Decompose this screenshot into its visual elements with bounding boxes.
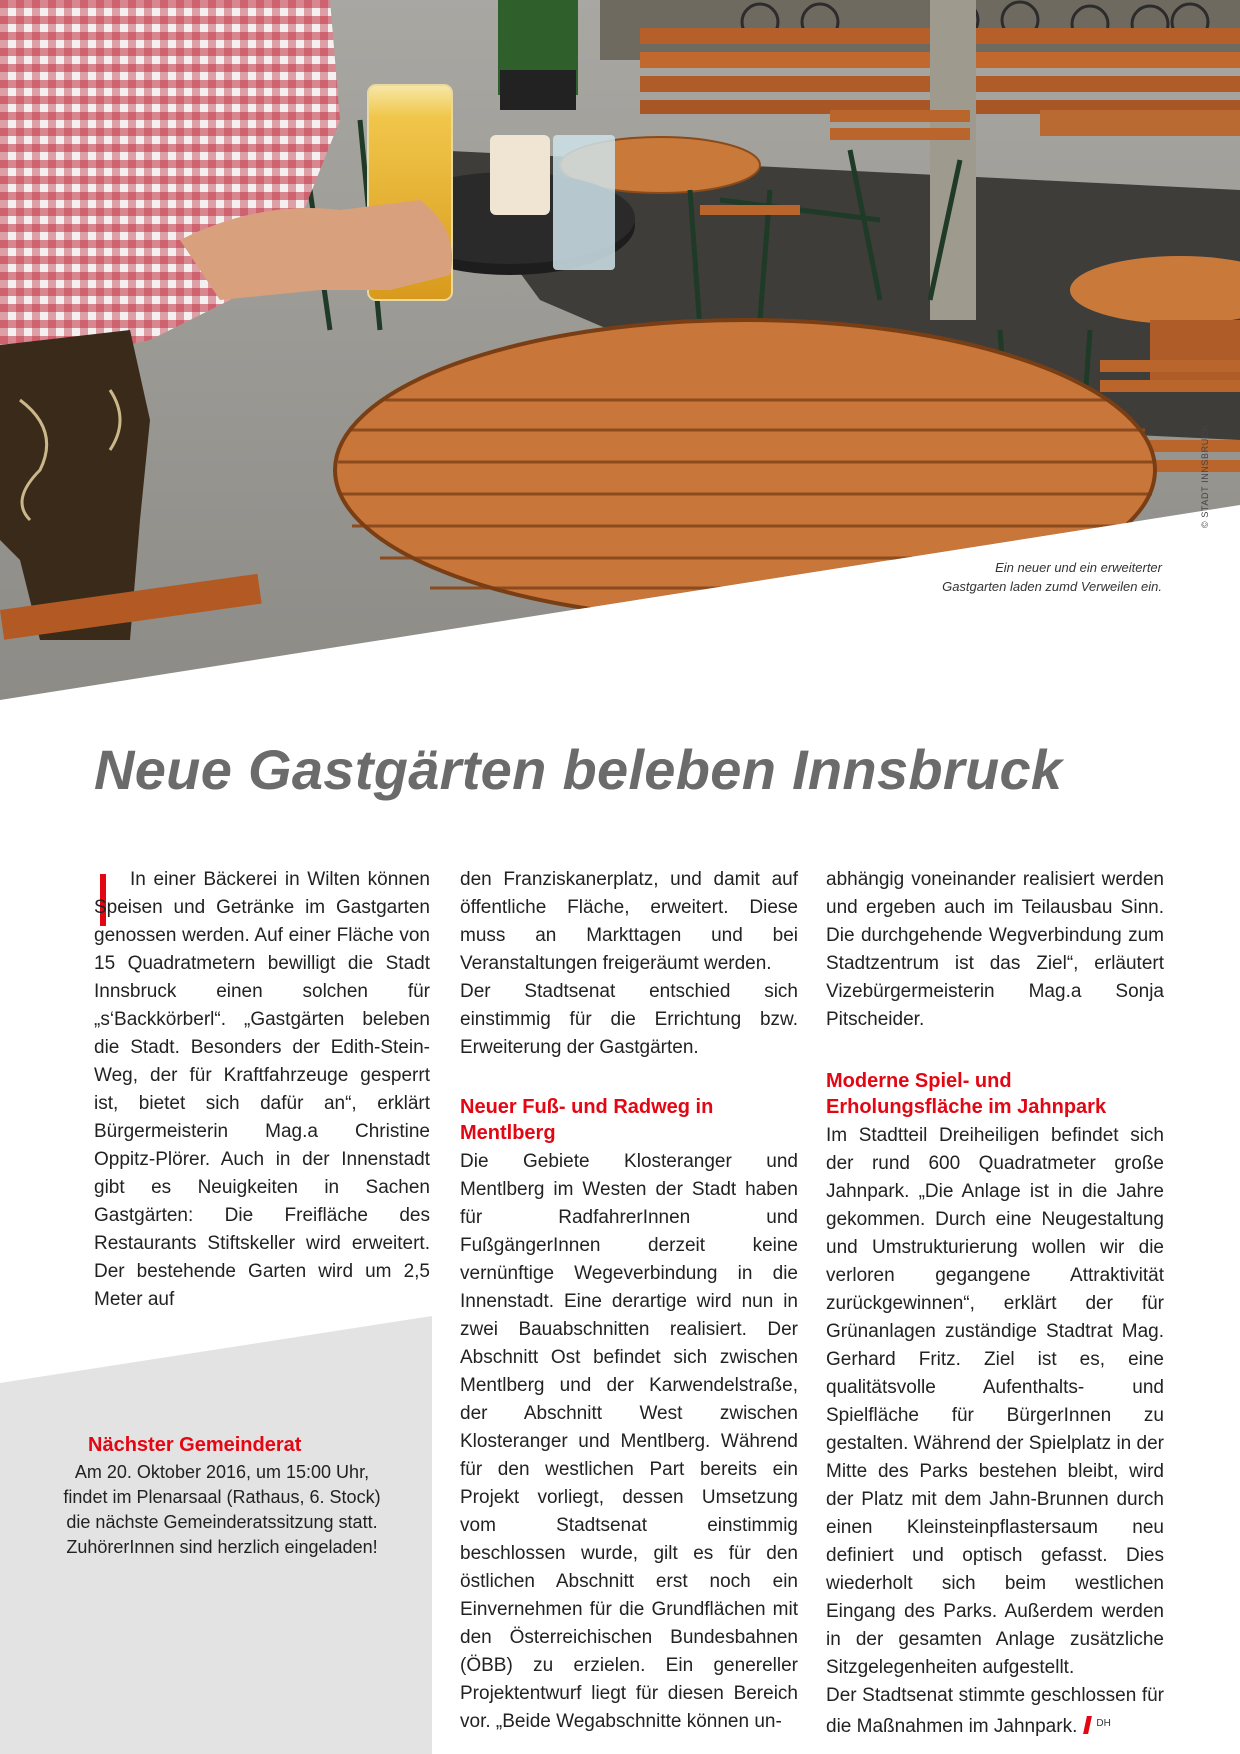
article-closing-text: Der Stadtsenat stimmte geschlossen für die Maßnahmen im Jahnpark. [826,1685,1164,1737]
article-column-3 [826,866,1164,1741]
end-mark-icon [1083,1716,1092,1734]
info-box-title: Nächster Gemeinderat [88,1434,302,1456]
article-paragraph: Im Stadtteil Dreiheiligen befindet sich der rund 600 Quadratmeter große Jahnpark. „Die Anlage ist in die Jahre gekommen. Durch eine Neugestaltung und Umstrukturierung wollen wir die verloren gegangene Attraktivität zurückgewinnen“, erklärt der für Grünanlagen zuständige Stadtrat Mag. Gerhard Fritz. Ziel ist es, eine qualitätsvolle Aufenthalts- und Spielfläche für BürgerInnen zu gestalten. Während der Spielplatz in der Mitte des Parks bestehen bleibt, wird der Platz mit dem Jahn-Brunnen durch einen Kleinsteinpflastersaum neu definiert und optisch gefasst. Dies wiederholt sich beim westlichen Eingang des Parks. Außerdem werden in der gesamten Anlage zusätzliche Sitzgelegenheiten aufgestellt. [826,1125,1164,1678]
article-paragraph: Die Gebiete Klosteranger und Mentlberg im Westen der Stadt haben für RadfahrerInnen und FußgängerInnen derzeit keine vernünftige Wegeverbindung in die Innenstadt. Eine derartige wird nun in zwei Bauabschnitten realisiert. Der Abschnitt Ost befindet sich zwischen Mentlberg und der Karwendelstraße, der Abschnitt West zwischen Klosteranger und Mentlberg. Während für den westlichen Part bereits ein Projekt vorliegt, dessen Umsetzung vom Stadtsenat einstimmig beschlossen wurde, gilt es für den östlichen Abschnitt erst noch ein Einvernehmen für die Grundflächen mit den Österreichischen Bundesbahnen (ÖBB) zu erzielen. Ein genereller Projektentwurf liegt für diesen Bereich vor. „Beide Wegabschnitte können un- [460,1151,798,1732]
article-column-1 [94,866,430,1314]
author-initials: DH [1096,1718,1111,1729]
article-title: Neue Gastgärten beleben Innsbruck [94,738,1063,801]
article-closing-paragraph [826,1682,1164,1741]
article-column-2 [460,866,798,1736]
article-paragraph: Der Stadtsenat entschied sich einstimmig für die Errichtung bzw. Erweiterung der Gastgärten. [460,981,798,1058]
photo-caption-line2: Gastgarten laden zumd Verweilen ein. [942,579,1162,594]
photo-credit: © STADT INNSBRUCK [1200,424,1210,528]
section-heading: Neuer Fuß- und Radweg in Mentlberg [460,1096,714,1144]
beer-garden-photo [0,0,1240,700]
section-heading: Moderne Spiel- und Erholungsfläche im Jahnpark [826,1070,1107,1118]
article-paragraph: den Franziskanerplatz, und damit auf öffentliche Fläche, erweitert. Diese muss an Markttagen und bei Veranstaltungen freigeräumt werden. [460,869,798,974]
photo-caption [802,558,1162,596]
photo-caption-line1: Ein neuer und ein erweiterter [995,560,1162,575]
article-paragraph: abhängig voneinander realisiert werden und ergeben auch im Teilausbau Sinn. Die durchgehende Wegverbindung zum Stadtzentrum ist das Ziel“, erläutert Vizebürgermeisterin Mag.a Sonja Pitscheider. [826,869,1164,1030]
info-box-text: Am 20. Oktober 2016, um 15:00 Uhr, findet im Plenarsaal (Rathaus, 6. Stock) die nächste Gemeinderatssitzung statt. ZuhörerInnen sind herzlich eingeladen! [63,1462,381,1557]
article-paragraph: In einer Bäckerei in Wilten können Speisen und Getränke im Gastgarten genossen werden. Auf einer Fläche von 15 Quadratmetern bewilligt die Stadt Innsbruck einen solchen für „s‘Backkörberl“. „Gastgärten beleben die Stadt. Besonders der Edith-Stein-Weg, der für Kraftfahrzeuge gesperrt ist, bietet sich dafür an“, erklärt Bürgermeisterin Mag.a Christine Oppitz-Plörer. Auch in der Innenstadt gibt es Neuigkeiten in Sachen Gastgärten: Die Freifläche des Restaurants Stiftskeller wird erweitert. Der bestehende Garten wird um 2,5 Meter auf [94,869,430,1310]
